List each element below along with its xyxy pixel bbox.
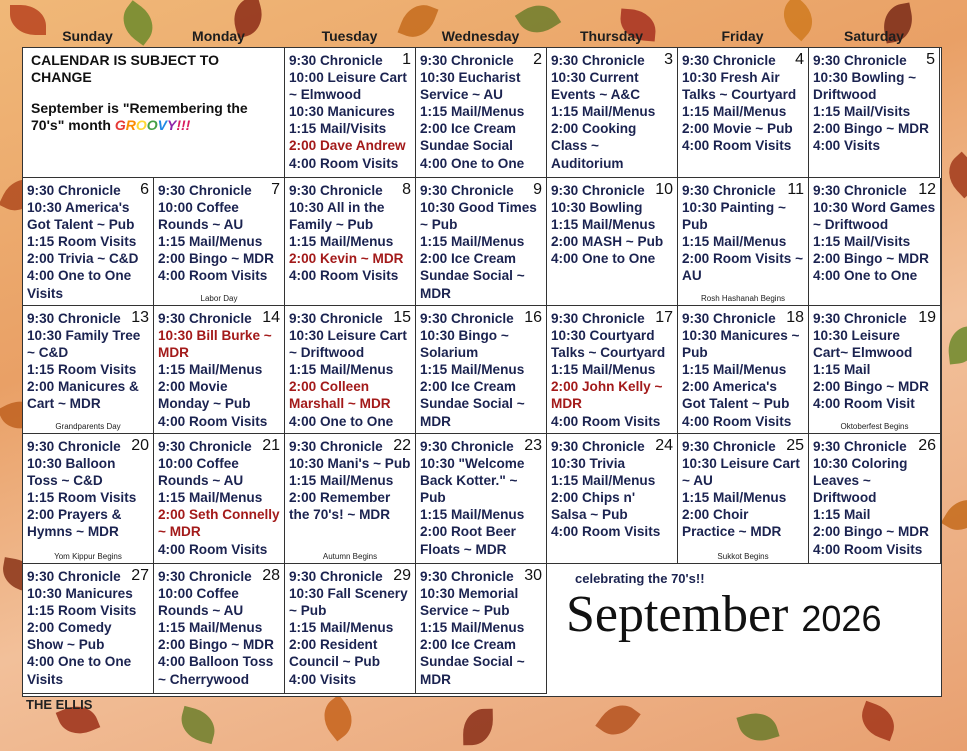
event-item: 2:00 Bingo ~ MDR [813, 121, 929, 137]
event-item: 10:30 Leisure Cart ~ AU [682, 456, 800, 489]
day-number: 11 [787, 181, 804, 198]
event-item: 10:30 Fresh Air Talks ~ Courtyard [682, 70, 797, 103]
event-item: 2:00 Movie Monday ~ Pub [158, 379, 251, 412]
event-item: 2:00 Ice Cream Sundae Social ~ MDR [420, 251, 525, 301]
event-item: 9:30 Chronicle [158, 183, 252, 198]
event-item: 9:30 Chronicle [27, 439, 121, 454]
day-cell-27[interactable] [23, 564, 154, 694]
event-item: 1:15 Mail/Menus [289, 620, 394, 636]
guest-event: 10:30 Bill Burke ~ MDR [158, 328, 272, 361]
event-item: 9:30 Chronicle [420, 569, 514, 584]
event-item: 9:30 Chronicle [158, 311, 252, 326]
event-item: 9:30 Chronicle [682, 439, 776, 454]
event-list [813, 438, 936, 558]
event-item: 1:15 Mail/Menus [289, 362, 394, 378]
day-cell-19[interactable] [809, 306, 941, 434]
event-item: 1:15 Mail/Menus [682, 490, 787, 506]
event-item: 1:15 Mail/Menus [420, 362, 525, 378]
event-list [27, 182, 149, 302]
day-cell-8[interactable] [285, 178, 416, 306]
event-item: 1:15 Mail/Menus [420, 507, 525, 523]
event-item: 2:00 Ice Cream Sundae Social [420, 121, 516, 154]
leaf-decoration [736, 707, 779, 746]
day-cell-6[interactable] [23, 178, 154, 306]
event-item: 10:30 Coloring Leaves ~ Driftwood [813, 456, 908, 506]
event-list [289, 52, 411, 172]
day-number: 2 [533, 51, 542, 68]
day-cell-23[interactable] [416, 434, 547, 564]
event-item: 9:30 Chronicle [289, 183, 383, 198]
groovy-letter: Y [167, 117, 177, 133]
event-item: 9:30 Chronicle [420, 183, 514, 198]
day-cell-12[interactable] [809, 178, 941, 306]
event-item: 2:00 Bingo ~ MDR [813, 251, 929, 267]
day-number: 10 [655, 181, 673, 198]
day-cell-3[interactable] [547, 48, 678, 178]
day-cell-17[interactable] [547, 306, 678, 434]
day-number: 25 [786, 437, 804, 454]
holiday-note: Yom Kippur Begins [54, 552, 122, 561]
event-list [158, 182, 280, 285]
guest-event: 2:00 Kevin ~ MDR [289, 251, 404, 267]
guest-event: 2:00 Dave Andrew [289, 138, 406, 154]
leaf-decoration [463, 709, 494, 746]
day-number: 13 [131, 309, 149, 326]
day-cell-10[interactable] [547, 178, 678, 306]
day-number: 18 [786, 309, 804, 326]
event-item: 2:00 Bingo ~ MDR [158, 637, 274, 653]
day-cell-29[interactable] [285, 564, 416, 694]
event-item: 10:30 Good Times ~ Pub [420, 200, 537, 233]
day-cell-9[interactable] [416, 178, 547, 306]
day-number: 24 [655, 437, 673, 454]
groovy-text [115, 117, 190, 133]
guest-event: 2:00 John Kelly ~ MDR [551, 379, 663, 412]
day-number: 30 [524, 567, 542, 584]
event-item: 1:15 Mail/Menus [158, 234, 263, 250]
event-item: 2:00 America's Got Talent ~ Pub [682, 379, 790, 412]
day-cell-22[interactable] [285, 434, 416, 564]
event-item: 10:30 Leisure Cart~ Elmwood [813, 328, 913, 361]
leaf-decoration [315, 695, 361, 742]
event-item: 9:30 Chronicle [682, 183, 776, 198]
day-cell-21[interactable] [154, 434, 285, 564]
weekday-monday: Monday [192, 28, 245, 44]
event-item: 1:15 Room Visits [27, 490, 137, 506]
day-number: 12 [918, 181, 936, 198]
day-cell-24[interactable] [547, 434, 678, 564]
event-item: 9:30 Chronicle [27, 311, 121, 326]
event-list [27, 310, 149, 413]
event-item: 10:30 Eucharist Service ~ AU [420, 70, 521, 103]
event-item: 10:30 Memorial Service ~ Pub [420, 586, 519, 619]
event-item: 4:00 Room Visits [551, 413, 661, 429]
event-item: 1:15 Mail/Visits [813, 234, 911, 250]
event-item: 4:00 Room Visits [289, 155, 399, 171]
weekday-tuesday: Tuesday [321, 28, 378, 44]
holiday-note: Autumn Begins [322, 552, 378, 561]
groovy-letter: V [157, 117, 168, 133]
event-item: 10:30 Mani's ~ Pub [289, 456, 411, 472]
day-number: 20 [131, 437, 149, 454]
notice-text [23, 48, 284, 138]
day-number: 29 [393, 567, 411, 584]
event-item: 10:30 All in the Family ~ Pub [289, 200, 385, 233]
event-item: 9:30 Chronicle [551, 439, 645, 454]
day-number: 22 [393, 437, 411, 454]
day-cell-13[interactable] [23, 306, 154, 434]
day-number: 16 [524, 309, 542, 326]
event-item: 1:15 Mail/Menus [420, 104, 525, 120]
day-cell-25[interactable] [678, 434, 809, 564]
event-item: 10:30 Manicures [27, 586, 133, 602]
day-number: 9 [533, 181, 542, 198]
month-title [566, 585, 881, 644]
groovy-letter: O [146, 117, 158, 133]
event-item: 4:00 One to One [813, 268, 918, 284]
leaf-decoration [941, 492, 967, 538]
day-cell-16[interactable] [416, 306, 547, 434]
event-item: 2:00 MASH ~ Pub [551, 234, 664, 250]
event-item: 9:30 Chronicle [682, 53, 776, 68]
day-number: 1 [402, 51, 411, 68]
event-item: 4:00 Room Visit [813, 396, 915, 412]
event-item: 10:30 Balloon Toss ~ C&D [27, 456, 116, 489]
event-item: 9:30 Chronicle [27, 569, 121, 584]
event-item: 1:15 Mail/Visits [813, 104, 911, 120]
event-item: 10:30 Manicures ~ Pub [682, 328, 800, 361]
event-item: 4:00 Room Visits [682, 138, 792, 154]
weekday-thursday: Thursday [579, 28, 643, 44]
event-list [420, 310, 542, 430]
day-cell-26[interactable] [809, 434, 941, 564]
event-item: 4:00 Room Visits [158, 268, 268, 284]
event-item: 10:30 Family Tree ~ C&D [27, 328, 141, 361]
day-number: 3 [664, 51, 673, 68]
guest-event: 2:00 Colleen Marshall ~ MDR [289, 379, 391, 412]
event-item: 10:30 Manicures [289, 104, 395, 120]
groovy-letter: O [135, 117, 147, 133]
day-number: 4 [795, 51, 804, 68]
event-item: 1:15 Mail/Menus [289, 473, 394, 489]
event-item: 9:30 Chronicle [813, 439, 907, 454]
event-list [289, 182, 411, 285]
event-item: 9:30 Chronicle [27, 183, 121, 198]
event-item: 9:30 Chronicle [551, 183, 645, 198]
event-list [682, 438, 804, 541]
event-item: 1:15 Mail/Menus [158, 490, 263, 506]
event-item: 10:30 Trivia [551, 456, 626, 472]
event-item: 9:30 Chronicle [289, 53, 383, 68]
event-item: 4:00 Room Visits [158, 413, 268, 429]
celebrating-label: celebrating the 70's!! [575, 571, 705, 586]
event-item: 2:00 Ice Cream Sundae Social ~ MDR [420, 637, 525, 687]
weekday-wednesday: Wednesday [441, 28, 520, 44]
facility-name: THE ELLIS [26, 697, 93, 712]
event-item: 10:30 Courtyard Talks ~ Courtyard [551, 328, 666, 361]
event-item: 1:15 Mail/Menus [551, 217, 656, 233]
event-item: 4:00 Room Visits [158, 541, 268, 557]
day-number: 28 [262, 567, 280, 584]
day-number: 6 [140, 181, 149, 198]
month-name: September [566, 586, 789, 643]
event-item: 9:30 Chronicle [420, 439, 514, 454]
event-item: 10:30 Fall Scenery ~ Pub [289, 586, 408, 619]
day-number: 26 [918, 437, 936, 454]
groovy-letter: !!! [176, 117, 191, 133]
groovy-letter: G [114, 117, 126, 133]
event-item: 4:00 One to One Visits [27, 654, 132, 687]
event-item: 1:15 Mail/Menus [289, 234, 394, 250]
day-number: 15 [393, 309, 411, 326]
day-cell-7[interactable] [154, 178, 285, 306]
day-number: 19 [918, 309, 936, 326]
event-item: 10:30 Bowling [551, 200, 643, 216]
event-item: 9:30 Chronicle [551, 311, 645, 326]
event-item: 1:15 Mail/Menus [551, 473, 656, 489]
groovy-letter: R [125, 117, 136, 133]
event-list [27, 568, 149, 688]
weekday-saturday: Saturday [844, 28, 904, 44]
event-item: 1:15 Room Visits [27, 234, 137, 250]
day-number: 7 [271, 181, 280, 198]
event-item: 9:30 Chronicle [158, 569, 252, 584]
event-item: 4:00 Room Visits [551, 524, 661, 540]
event-item: 9:30 Chronicle [420, 53, 514, 68]
event-item: 2:00 Chips n' Salsa ~ Pub [551, 490, 636, 523]
calendar-notice-cell [23, 48, 285, 178]
event-list [27, 438, 149, 541]
day-cell-14[interactable] [154, 306, 285, 434]
event-item: 10:30 Word Games ~ Driftwood [813, 200, 936, 233]
event-item: 2:00 Bingo ~ MDR [813, 379, 929, 395]
event-list [420, 52, 542, 172]
event-item: 4:00 Balloon Toss ~ Cherrywood [158, 654, 274, 687]
event-list [420, 568, 542, 688]
event-item: 10:30 Bowling ~ Driftwood [813, 70, 917, 103]
event-item: 2:00 Prayers & Hymns ~ MDR [27, 507, 122, 540]
event-item: 1:15 Mail [813, 362, 871, 378]
event-item: 4:00 One to One [551, 251, 656, 267]
event-list [682, 182, 804, 285]
event-item: 1:15 Mail/Menus [682, 362, 787, 378]
holiday-note: Labor Day [200, 294, 238, 303]
event-item: 9:30 Chronicle [813, 53, 907, 68]
event-list [420, 438, 542, 558]
calendar-grid [22, 47, 942, 697]
day-cell-28[interactable] [154, 564, 285, 694]
weekday-sunday: Sunday [62, 28, 113, 44]
event-item: 2:00 Resident Council ~ Pub [289, 637, 381, 670]
event-list [813, 182, 936, 285]
event-item: 1:15 Mail/Menus [158, 362, 263, 378]
event-item: 4:00 Room Visits [682, 413, 792, 429]
event-item: 10:30 Bingo ~ Solarium [420, 328, 509, 361]
holiday-note: Oktoberfest Begins [840, 422, 909, 431]
guest-event: 2:00 Seth Connelly ~ MDR [158, 507, 280, 540]
event-item: 1:15 Mail/Menus [420, 234, 525, 250]
event-list [158, 438, 280, 558]
event-item: 1:15 Room Visits [27, 603, 137, 619]
leaf-decoration [856, 701, 900, 742]
event-item: 9:30 Chronicle [289, 311, 383, 326]
event-item: 10:00 Coffee Rounds ~ AU [158, 200, 244, 233]
event-list [813, 310, 936, 413]
day-number: 17 [655, 309, 673, 326]
event-item: 2:00 Cooking Class ~ Auditorium [551, 121, 637, 171]
event-item: 9:30 Chronicle [289, 569, 383, 584]
event-item: 2:00 Bingo ~ MDR [158, 251, 274, 267]
leaf-decoration [940, 152, 967, 199]
event-item: 10:30 Painting ~ Pub [682, 200, 786, 233]
event-item: 9:30 Chronicle [158, 439, 252, 454]
event-item: 9:30 Chronicle [813, 183, 907, 198]
event-item: 2:00 Room Visits ~ AU [682, 251, 804, 284]
event-item: 9:30 Chronicle [813, 311, 907, 326]
event-item: 1:15 Mail/Visits [289, 121, 387, 137]
event-item: 10:30 "Welcome Back Kotter." ~ Pub [420, 456, 525, 506]
day-number: 27 [131, 567, 149, 584]
day-number: 23 [524, 437, 542, 454]
event-item: 2:00 Movie ~ Pub [682, 121, 793, 137]
day-cell-20[interactable] [23, 434, 154, 564]
event-list [551, 310, 673, 430]
notice-subject-to-change: CALENDAR IS SUBJECT TO CHANGE [31, 52, 219, 85]
event-item: 10:30 Current Events ~ A&C [551, 70, 641, 103]
event-item: 2:00 Root Beer Floats ~ MDR [420, 524, 516, 557]
event-item: 4:00 Visits [289, 671, 357, 687]
theme-text: September is "Remembering the 70's" month [31, 100, 248, 133]
event-item: 1:15 Mail/Menus [420, 620, 525, 636]
event-item: 4:00 One to One [420, 155, 525, 171]
event-item: 10:00 Coffee Rounds ~ AU [158, 456, 244, 489]
event-list [551, 438, 673, 541]
event-list [289, 310, 411, 430]
day-cell-2[interactable] [416, 48, 547, 178]
event-list [158, 310, 280, 430]
event-item: 2:00 Remember the 70's! ~ MDR [289, 490, 391, 523]
weekday-friday: Friday [721, 28, 764, 44]
event-list [551, 182, 673, 267]
day-number: 21 [262, 437, 280, 454]
event-item: 9:30 Chronicle [551, 53, 645, 68]
notice-theme [31, 100, 276, 134]
event-item: 2:00 Manicures & Cart ~ MDR [27, 379, 139, 412]
month-year: 2026 [801, 598, 882, 639]
event-item: 2:00 Trivia ~ C&D [27, 251, 139, 267]
day-number: 8 [402, 181, 411, 198]
event-list [420, 182, 542, 302]
event-item: 10:30 Leisure Cart ~ Driftwood [289, 328, 407, 361]
event-item: 1:15 Mail/Menus [551, 362, 656, 378]
event-list [682, 310, 804, 430]
event-list [551, 52, 673, 172]
event-item: 2:00 Bingo ~ MDR [813, 524, 929, 540]
day-cell-1[interactable] [285, 48, 416, 178]
event-item: 9:30 Chronicle [682, 311, 776, 326]
event-item: 10:00 Coffee Rounds ~ AU [158, 586, 244, 619]
event-item: 10:30 America's Got Talent ~ Pub [27, 200, 135, 233]
event-item: 2:00 Comedy Show ~ Pub [27, 620, 112, 653]
leaf-decoration [946, 326, 967, 365]
holiday-note: Sukkot Begins [717, 552, 769, 561]
leaf-decoration [177, 706, 220, 744]
event-item: 1:15 Mail [813, 507, 871, 523]
event-item: 4:00 One to One Visits [27, 268, 132, 301]
day-number: 5 [926, 51, 935, 68]
event-item: 4:00 Room Visits [813, 541, 923, 557]
event-item: 1:15 Mail/Menus [682, 234, 787, 250]
leaf-decoration [595, 697, 640, 744]
event-item: 1:15 Mail/Menus [551, 104, 656, 120]
event-item: 1:15 Room Visits [27, 362, 137, 378]
event-item: 2:00 Ice Cream Sundae Social ~ MDR [420, 379, 525, 429]
holiday-note: Grandparents Day [55, 422, 121, 431]
event-item: 1:15 Mail/Menus [158, 620, 263, 636]
event-list [289, 568, 411, 688]
event-item: 9:30 Chronicle [289, 439, 383, 454]
day-number: 14 [262, 309, 280, 326]
event-list [158, 568, 280, 688]
event-item: 4:00 Room Visits [289, 268, 399, 284]
day-cell-5[interactable] [809, 48, 940, 178]
event-item: 4:00 Visits [813, 138, 881, 154]
event-item: 2:00 Choir Practice ~ MDR [682, 507, 782, 540]
day-cell-4[interactable] [678, 48, 809, 178]
event-list [289, 438, 411, 523]
day-cell-11[interactable] [678, 178, 809, 306]
event-item: 1:15 Mail/Menus [682, 104, 787, 120]
event-list [813, 52, 935, 155]
holiday-note: Rosh Hashanah Begins [700, 294, 786, 303]
event-item: 10:00 Leisure Cart ~ Elmwood [289, 70, 407, 103]
day-cell-18[interactable] [678, 306, 809, 434]
event-list [682, 52, 804, 155]
event-item: 4:00 One to One [289, 413, 394, 429]
event-item: 9:30 Chronicle [420, 311, 514, 326]
day-cell-30[interactable] [416, 564, 547, 694]
day-cell-15[interactable] [285, 306, 416, 434]
